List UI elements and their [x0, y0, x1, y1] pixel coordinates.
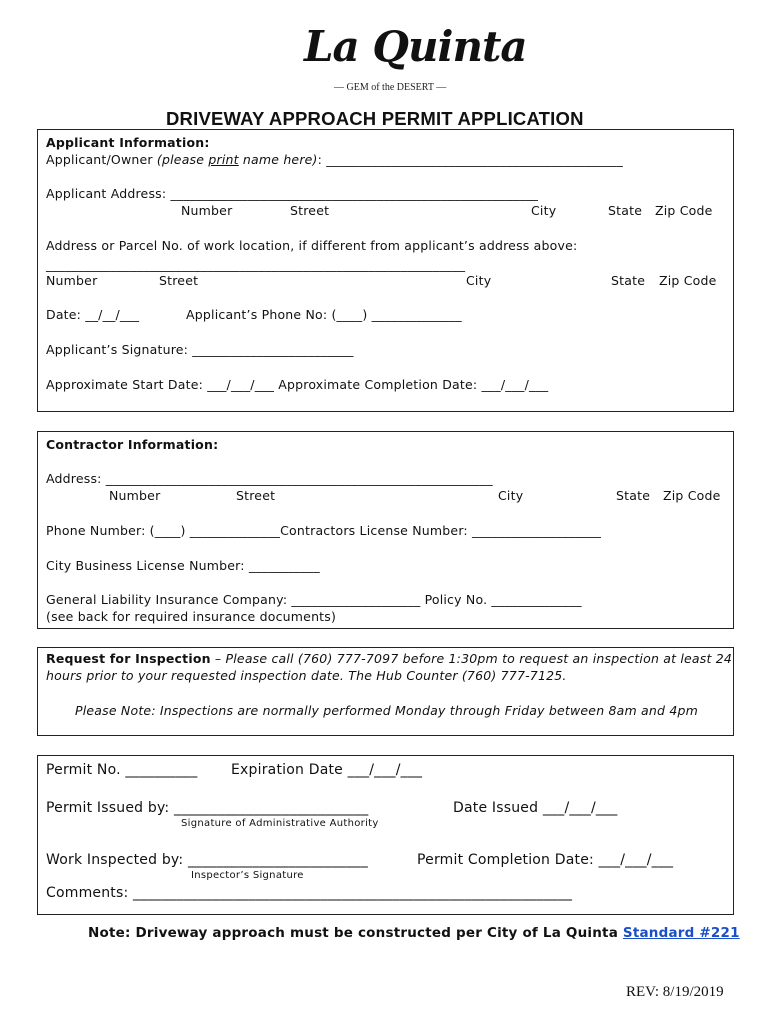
- contractor-caption-state: State: [616, 488, 651, 503]
- applicant-signature-field[interactable]: Applicant’s Signature: _________________________: [46, 342, 354, 357]
- applicant-header: Applicant Information:: [46, 135, 210, 150]
- owner-label: Applicant/Owner: [46, 152, 157, 167]
- authority-signature-caption: Signature of Administrative Authority: [181, 818, 379, 829]
- footer-note: [88, 925, 740, 941]
- address-caption-city: City: [531, 203, 557, 218]
- work-caption-street: Street: [159, 273, 199, 288]
- applicant-date-field[interactable]: Date: __/__/___: [46, 307, 140, 322]
- work-caption-zip: Zip Code: [659, 273, 717, 288]
- expiration-date-field[interactable]: Expiration Date ___/___/___: [231, 762, 423, 778]
- contractor-caption-city: City: [498, 488, 524, 503]
- comments-field[interactable]: Comments: _____________________________________________________________: [46, 885, 573, 901]
- standard-221-link[interactable]: Standard #221: [622, 925, 740, 941]
- insurance-note: (see back for required insurance documents): [46, 609, 337, 624]
- contractor-caption-street: Street: [236, 488, 276, 503]
- contractor-header: Contractor Information:: [46, 437, 219, 452]
- work-caption-state: State: [611, 273, 646, 288]
- work-location-label: Address or Parcel No. of work location, if different from applicant’s address above:: [46, 238, 578, 253]
- logo-tagline: — GEM of the DESERT —: [334, 82, 447, 93]
- address-caption-state: State: [608, 203, 643, 218]
- inspection-note: Please Note: Inspections are normally performed Monday through Friday between 8am and 4pm: [75, 703, 699, 718]
- applicant-address-field[interactable]: Applicant Address: _________________________________________________________: [46, 186, 539, 201]
- work-location-field[interactable]: _________________________________________________________________: [46, 257, 466, 272]
- contractor-caption-zip: Zip Code: [663, 488, 721, 503]
- applicant-owner-field[interactable]: [46, 152, 623, 167]
- address-caption-zip: Zip Code: [655, 203, 713, 218]
- inspector-signature-caption: Inspector’s Signature: [191, 870, 304, 881]
- owner-label-print: print: [208, 152, 239, 167]
- inspection-request-line2: hours prior to your requested inspection date. The Hub Counter (760) 777-7125.: [46, 668, 567, 683]
- address-caption-street: Street: [290, 203, 330, 218]
- date-issued-field[interactable]: Date Issued ___/___/___: [453, 800, 618, 816]
- contractor-caption-number: Number: [109, 488, 161, 503]
- city-logo: La Quinta: [304, 22, 527, 71]
- business-license-field[interactable]: City Business License Number: ___________: [46, 558, 320, 573]
- contractor-phone-license-field[interactable]: Phone Number: (____) ______________Contractors License Number: ____________________: [46, 523, 602, 538]
- footer-note-text: Note: Driveway approach must be constructed per City of La Quinta: [88, 925, 623, 941]
- approximate-dates-field[interactable]: Approximate Start Date: ___/___/___ Approximate Completion Date: ___/___/___: [46, 377, 549, 392]
- insurance-field[interactable]: General Liability Insurance Company: ____________________ Policy No. ______________: [46, 592, 582, 607]
- inspection-label: Request for Inspection: [46, 651, 211, 666]
- permit-issued-by-field[interactable]: Permit Issued by: ___________________________: [46, 800, 369, 816]
- owner-label-italic-post: name here): [238, 152, 318, 167]
- contractor-address-field[interactable]: Address: ____________________________________________________________: [46, 471, 493, 486]
- work-caption-city: City: [466, 273, 492, 288]
- owner-label-italic-pre: (please: [156, 152, 209, 167]
- work-inspected-by-field[interactable]: Work Inspected by: _________________________: [46, 852, 368, 868]
- revision-label: REV: 8/19/2019: [626, 984, 724, 1000]
- permit-number-field[interactable]: Permit No. __________: [46, 762, 198, 778]
- permit-completion-date-field[interactable]: Permit Completion Date: ___/___/___: [417, 852, 674, 868]
- inspection-text-1: – Please call (760) 777-7097 before 1:30pm to request an inspection at least 24: [210, 651, 733, 666]
- work-caption-number: Number: [46, 273, 98, 288]
- applicant-phone-field[interactable]: Applicant’s Phone No: (____) ______________: [186, 307, 462, 322]
- inspection-request-line1: [46, 651, 732, 666]
- address-caption-number: Number: [181, 203, 233, 218]
- owner-blank: : ______________________________________________: [317, 152, 623, 167]
- page-title: DRIVEWAY APPROACH PERMIT APPLICATION: [166, 108, 584, 129]
